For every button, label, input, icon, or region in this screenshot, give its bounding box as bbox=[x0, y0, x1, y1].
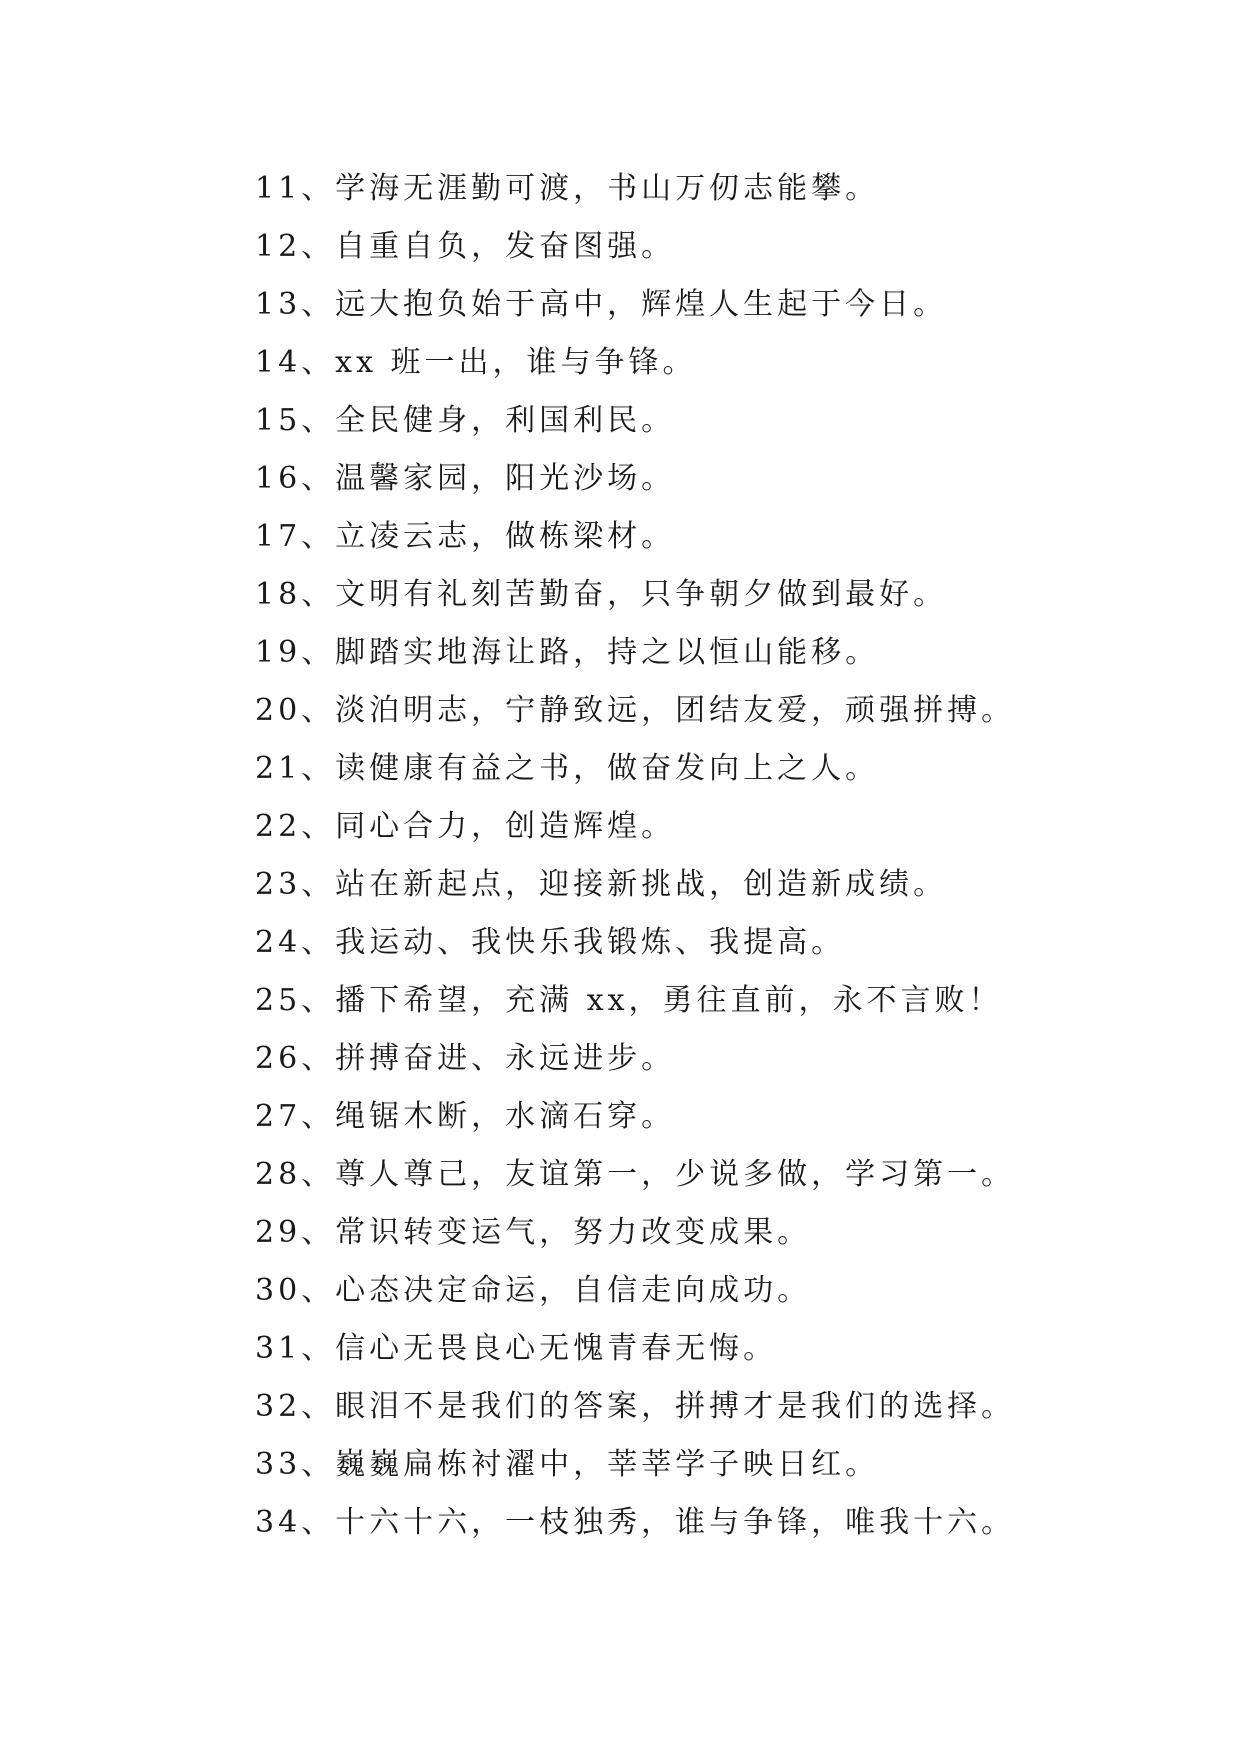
list-item: 25、播下希望，充满 xx，勇往直前，永不言败！ bbox=[255, 983, 1003, 1018]
list-item: 26、拼搏奋进、永远进步。 bbox=[255, 1041, 676, 1076]
list-item: 19、脚踏实地海让路，持之以恒山能移。 bbox=[255, 635, 880, 670]
list-item: 30、心态决定命运，自信走向成功。 bbox=[255, 1273, 812, 1308]
list-item: 11、学海无涯勤可渡，书山万仞志能攀。 bbox=[255, 171, 880, 206]
list-item: 15、全民健身，利国利民。 bbox=[255, 403, 676, 438]
list-item: 20、淡泊明志，宁静致远，团结友爱，顽强拼搏。 bbox=[255, 693, 1016, 728]
list-item: 32、眼泪不是我们的答案，拼搏才是我们的选择。 bbox=[255, 1389, 1016, 1424]
slogan-list bbox=[255, 160, 1015, 1552]
list-item: 13、远大抱负始于高中，辉煌人生起于今日。 bbox=[255, 287, 948, 322]
list-item: 27、绳锯木断，水滴石穿。 bbox=[255, 1099, 676, 1134]
list-item: 23、站在新起点，迎接新挑战，创造新成绩。 bbox=[255, 867, 948, 902]
list-item: 22、同心合力，创造辉煌。 bbox=[255, 809, 676, 844]
list-item: 29、常识转变运气，努力改变成果。 bbox=[255, 1215, 812, 1250]
list-item: 28、尊人尊己，友谊第一，少说多做，学习第一。 bbox=[255, 1157, 1016, 1192]
list-item: 34、十六十六，一枝独秀，谁与争锋，唯我十六。 bbox=[255, 1505, 1016, 1540]
list-item: 24、我运动、我快乐我锻炼、我提高。 bbox=[255, 925, 846, 960]
list-item: 14、xx 班一出，谁与争锋。 bbox=[255, 345, 697, 380]
list-item: 18、文明有礼刻苦勤奋，只争朝夕做到最好。 bbox=[255, 577, 948, 612]
list-item: 16、温馨家园，阳光沙场。 bbox=[255, 461, 676, 496]
list-item: 12、自重自负，发奋图强。 bbox=[255, 229, 676, 264]
list-item: 17、立凌云志，做栋梁材。 bbox=[255, 519, 676, 554]
list-item: 21、读健康有益之书，做奋发向上之人。 bbox=[255, 751, 880, 786]
list-item: 31、信心无畏良心无愧青春无悔。 bbox=[255, 1331, 778, 1366]
list-item: 33、巍巍扁栋衬濯中，莘莘学子映日红。 bbox=[255, 1447, 880, 1482]
